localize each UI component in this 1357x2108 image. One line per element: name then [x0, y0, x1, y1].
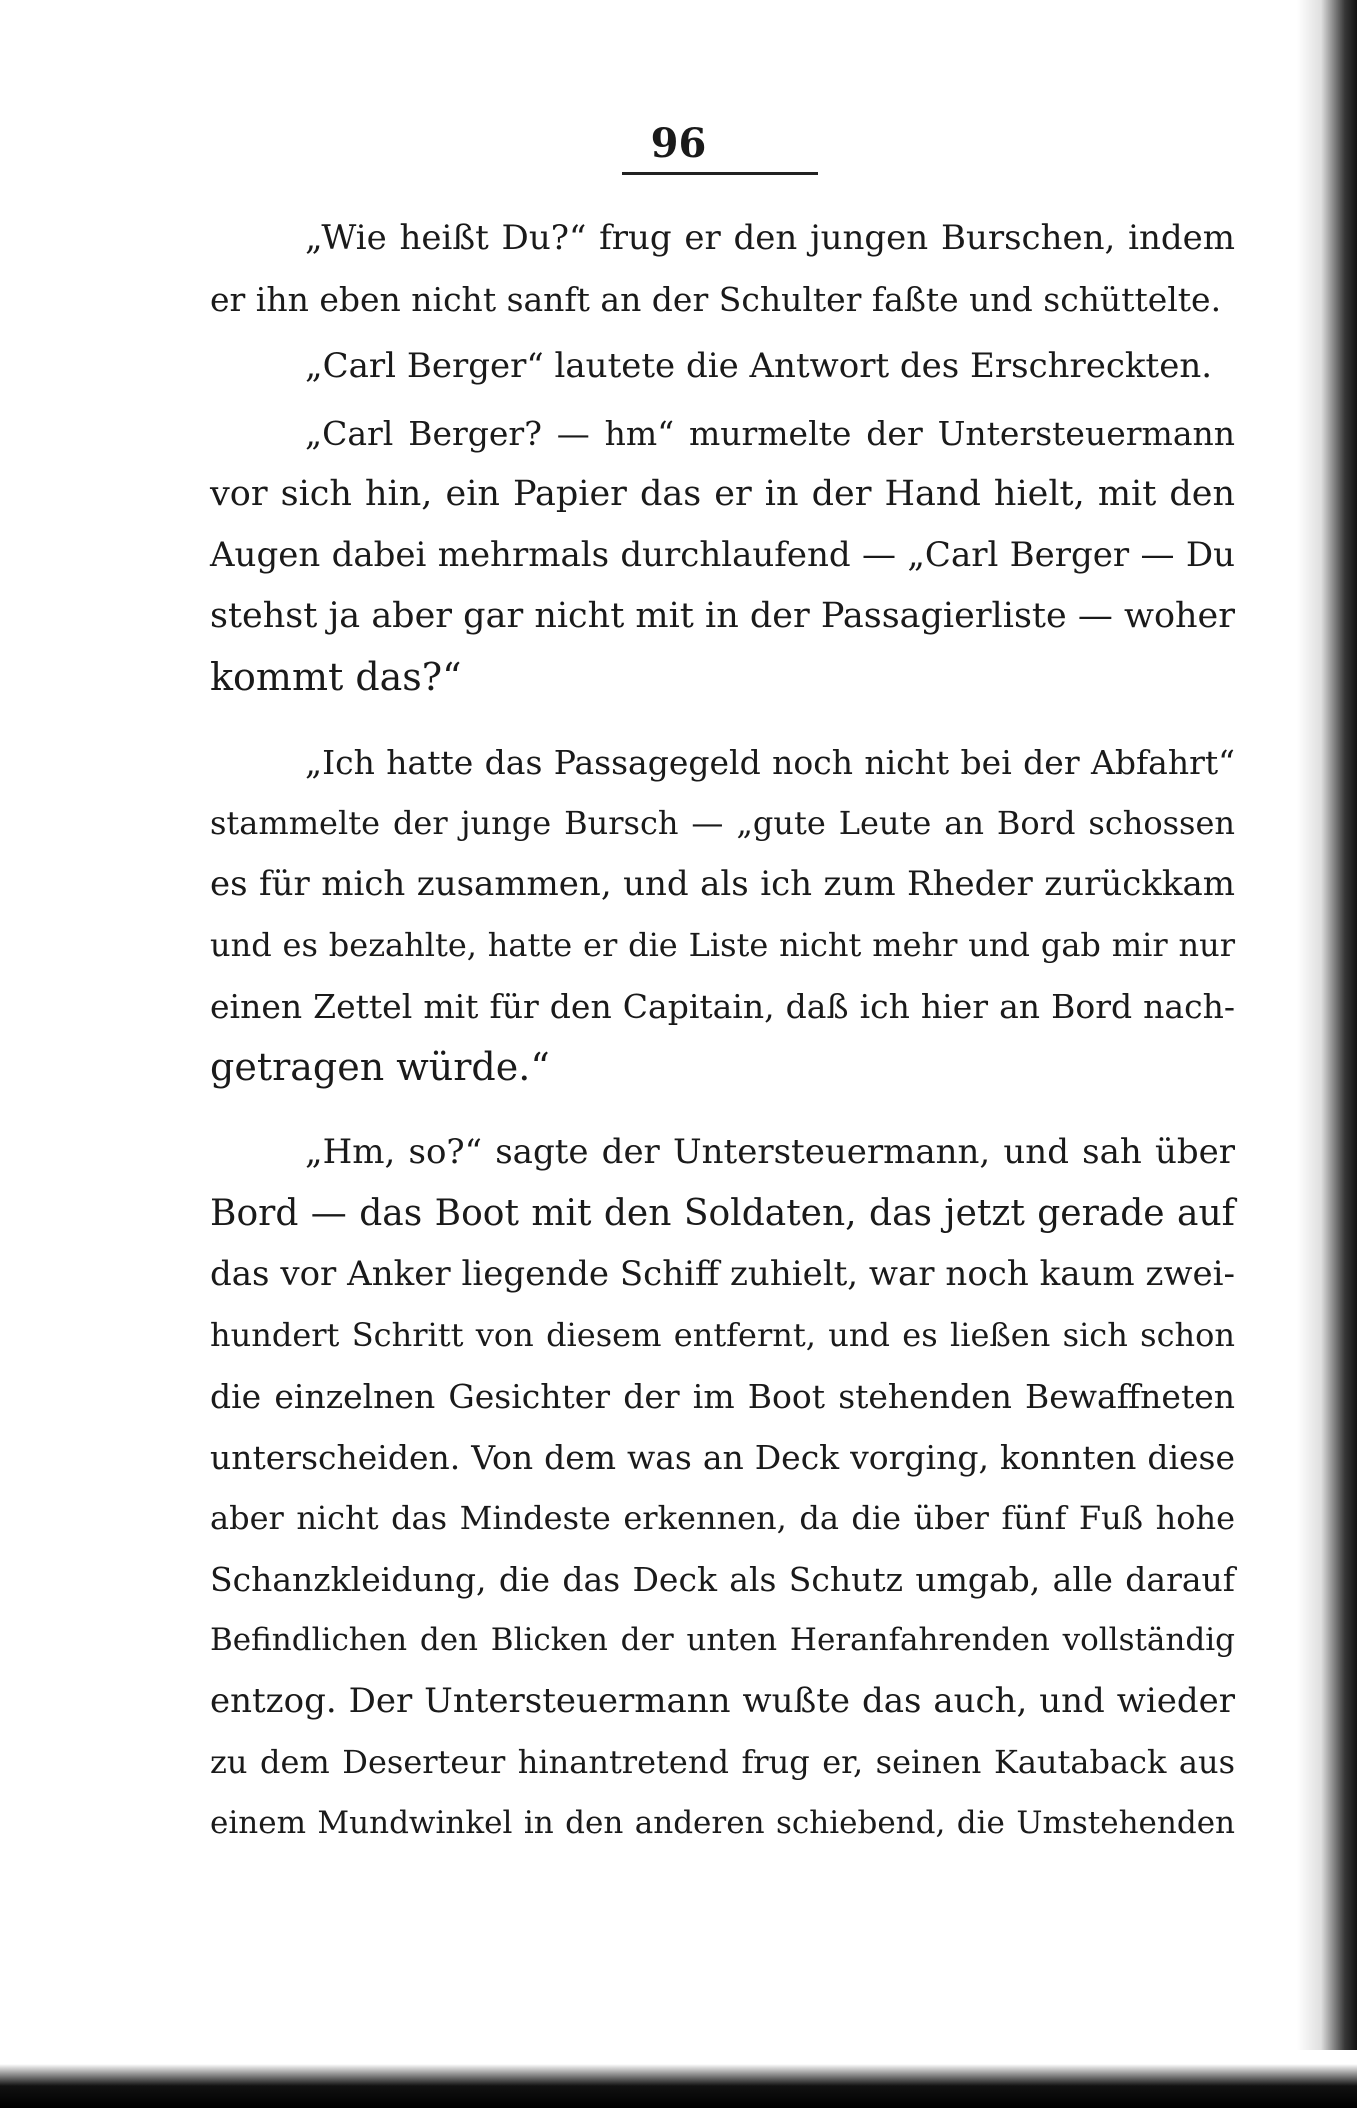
text-line: es für mich zusammen, und als ich zum Rheder zurückkam	[210, 864, 1235, 904]
text-line: die einzelnen Gesichter der im Boot stehenden Bewaffneten	[210, 1377, 1235, 1416]
page-number: 96	[650, 120, 707, 167]
text-line: er ihn eben nicht sanft an der Schulter faßte und schüttelte.	[210, 280, 1222, 319]
text-line: „Carl Berger“ lautete die Antwort des Erschreckten.	[305, 346, 1213, 386]
text-line: Augen dabei mehrmals durchlaufend — „Carl Berger — Du	[210, 535, 1235, 575]
text-line: zu dem Deserteur hinantretend frug er, seinen Kautaback aus	[210, 1743, 1235, 1781]
text-line: aber nicht das Mindeste erkennen, da die über fünf Fuß hohe	[210, 1499, 1235, 1537]
text-line: entzog. Der Untersteuermann wußte das auch, und wieder	[210, 1681, 1235, 1721]
text-line: „Carl Berger? — hm“ murmelte der Untersteuermann	[305, 414, 1235, 453]
text-line: vor sich hin, ein Papier das er in der Hand hielt, mit den	[210, 474, 1235, 514]
body-text	[210, 208, 1235, 1854]
text-line: Befindlichen den Blicken der unten Heranfahrenden vollständig	[210, 1622, 1235, 1658]
text-line: kommt das?“	[210, 655, 462, 699]
text-line: Schanzkleidung, die das Deck als Schutz umgab, alle darauf	[210, 1560, 1235, 1599]
text-line: „Wie heißt Du?“ frug er den jungen Burschen, indem	[305, 218, 1235, 258]
text-line: einen Zettel mit für den Capitain, daß ich hier an Bord nach-	[210, 987, 1235, 1026]
scanned-bottom-edge	[0, 2064, 1357, 2108]
text-line: stammelte der junge Bursch — „gute Leute an Bord schossen	[210, 804, 1235, 842]
text-line: „Hm, so?“ sagte der Untersteuermann, und sah über	[305, 1132, 1235, 1172]
text-line: „Ich hatte das Passagegeld noch nicht bei der Abfahrt“	[305, 743, 1235, 782]
text-line: hundert Schritt von diesem entfernt, und es ließen sich schon	[210, 1316, 1235, 1354]
text-line: Bord — das Boot mit den Soldaten, das jetzt gerade auf	[210, 1193, 1235, 1234]
text-line: unterscheiden. Von dem was an Deck vorging, konnten diese	[210, 1438, 1235, 1477]
text-line: und es bezahlte, hatte er die Liste nicht mehr und gab mir nur	[210, 926, 1235, 964]
header-rule	[622, 172, 818, 175]
text-line: einem Mundwinkel in den anderen schiebend, die Umstehenden	[210, 1805, 1235, 1841]
scanned-page-edge	[1297, 0, 1357, 2050]
text-line: getragen würde.“	[210, 1045, 550, 1089]
text-line: stehst ja aber gar nicht mit in der Passagierliste — woher	[210, 596, 1235, 636]
text-line: das vor Anker liegende Schiff zuhielt, war noch kaum zwei-	[210, 1254, 1235, 1294]
